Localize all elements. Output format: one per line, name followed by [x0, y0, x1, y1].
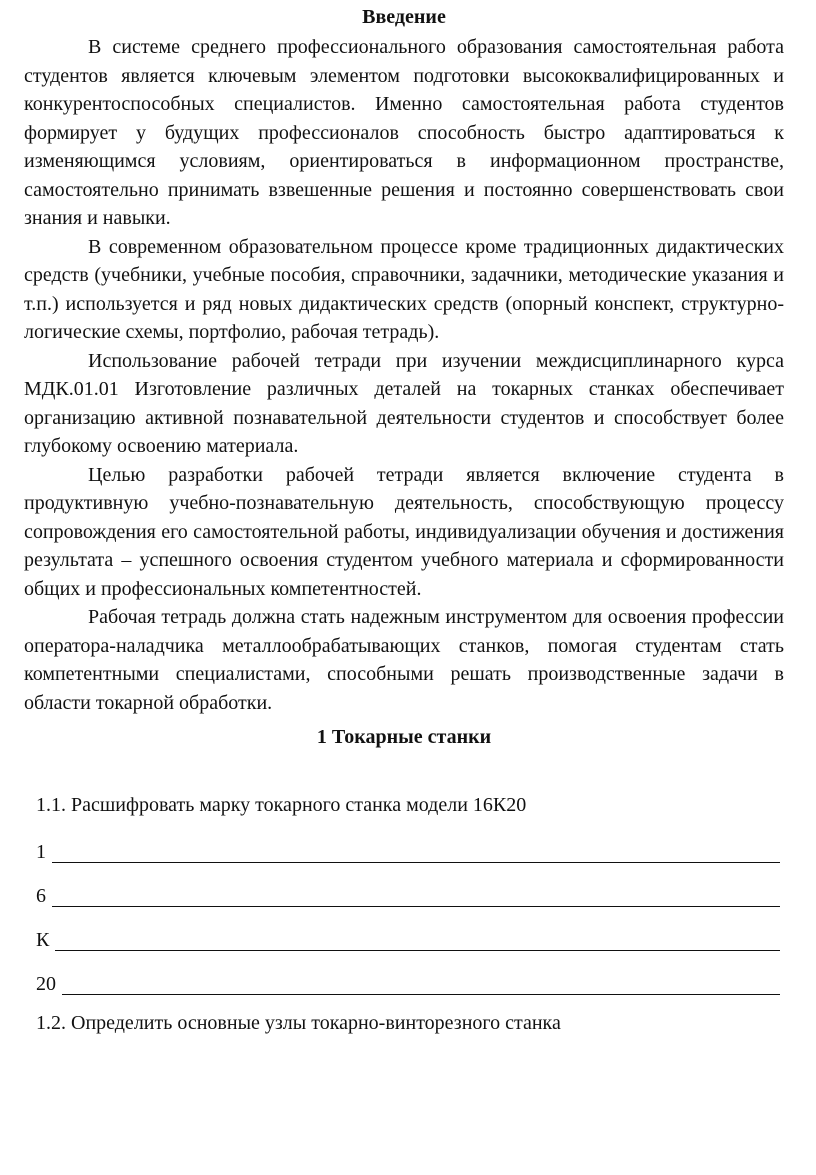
intro-paragraph-4: Целью разработки рабочей тетради является включение студента в продуктивную учебно-познавательную деятельность, способствующую процессу сопровождения его самостоятельной работы, индивидуализации обучения и достижения результата – успешного освоения студентом учебного материала и сформированности общих и профессиональных компетентностей. — [24, 463, 784, 600]
section-title: 1 Токарные станки — [316, 726, 492, 748]
answer-line-20[interactable] — [24, 951, 784, 995]
answer-underline[interactable] — [62, 976, 780, 995]
intro-paragraph-1: В системе среднего профессионального образования самостоятельная работа студентов является ключевым элементом подготовки высококвалифицированных и конкурентоспособных специалистов. Именно самостоятельная работа студентов формирует у будущих профессионалов способность быстро адаптироваться к изменяющимся условиям, ориентироваться в информационном пространстве, самостоятельно принимать взвешенные решения и постоянно совершенствовать свои знания и навыки. — [24, 36, 784, 229]
answer-line-label: 20 — [36, 973, 56, 995]
answer-line-1[interactable] — [24, 819, 784, 863]
answer-line-label: 1 — [36, 841, 46, 863]
intro-paragraph-5: Рабочая тетрадь должна стать надежным инструментом для освоения профессии оператора-наладчика металлообрабатывающих станков, помогая студентам стать компетентными специалистами, способными решать производственные задачи в области токарной обработки. — [24, 606, 784, 714]
answer-line-label: К — [36, 929, 50, 951]
answer-line-6[interactable] — [24, 863, 784, 907]
document-page — [24, 0, 784, 1037]
answer-underline[interactable] — [55, 932, 780, 951]
answer-line-label: 6 — [36, 885, 46, 907]
task-1-text: 1.1. Расшифровать марку токарного станка модели 16К20 — [36, 794, 527, 816]
answer-underline[interactable] — [52, 844, 780, 863]
task-2-text: 1.2. Определить основные узлы токарно-винторезного станка — [36, 1012, 561, 1034]
intro-paragraph-3: Использование рабочей тетради при изучении междисциплинарного курса МДК.01.01 Изготовление различных деталей на токарных станках обеспечивает организацию активной познавательной деятельности студентов и способствует более глубокому освоению материала. — [24, 349, 784, 457]
intro-title: Введение — [362, 6, 446, 28]
answer-underline[interactable] — [52, 888, 780, 907]
answer-line-k[interactable] — [24, 907, 784, 951]
intro-paragraph-2: В современном образовательном процессе кроме традиционных дидактических средств (учебники, учебные пособия, справочники, задачники, методические указания и т.п.) используется и ряд новых дидактических средств (опорный конспект, структурно-логические схемы, портфолио, рабочая тетрадь). — [24, 235, 784, 343]
